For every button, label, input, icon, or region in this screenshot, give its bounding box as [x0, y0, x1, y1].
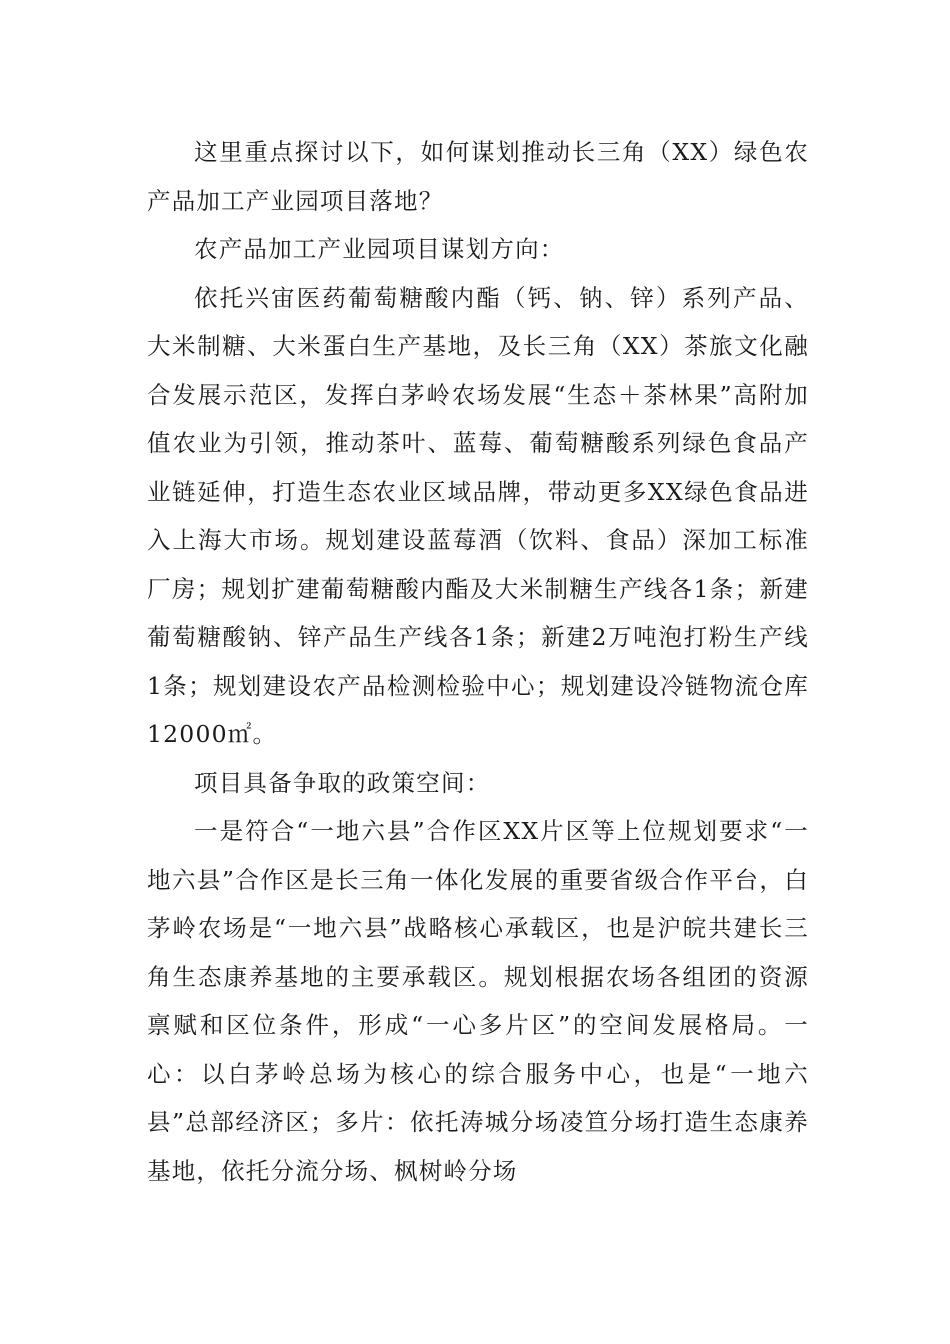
- document-body: [147, 128, 809, 1195]
- paragraph-direction-detail: 依托兴宙医药葡萄糖酸内酯（钙、钠、锌）系列产品、大米制糖、大米蛋白生产基地，及长三角（XX）茶旅文化融合发展示范区，发挥白茅岭农场发展“生态＋茶林果”高附加值农业为引领，推动茶叶、蓝莓、葡萄糖酸系列绿色食品产业链延伸，打造生态农业区域品牌，带动更多XX绿色食品进入上海大市场。规划建设蓝莓酒（饮料、食品）深加工标准厂房；规划扩建葡萄糖酸内酯及大米制糖生产线各1条；新建葡萄糖酸钠、锌产品生产线各1条；新建2万吨泡打粉生产线1条；规划建设农产品检测检验中心；规划建设冷链物流仓库12000㎡。: [147, 283, 809, 748]
- paragraph-heading-direction: 农产品加工产业园项目谋划方向：: [194, 235, 565, 263]
- paragraph-intro-question: 这里重点探讨以下，如何谋划推动长三角（XX）绿色农产品加工产业园项目落地？: [147, 138, 809, 215]
- paragraph-policy-detail: 一是符合“一地六县”合作区XX片区等上位规划要求“一地六县”合作区是长三角一体化发展的重要省级合作平台，白茅岭农场是“一地六县”战略核心承载区，也是沪皖共建长三角生态康养基地的主要承载区。规划根据农场各组团的资源禀赋和区位条件，形成“一心多片区”的空间发展格局。一心：以白茅岭总场为核心的综合服务中心，也是“一地六县”总部经济区；多片：依托涛城分场凌笪分场打造生态康养基地，依托分流分场、枫树岭分场: [147, 817, 809, 1185]
- paragraph-heading-policy: 项目具备争取的政策空间：: [194, 768, 491, 797]
